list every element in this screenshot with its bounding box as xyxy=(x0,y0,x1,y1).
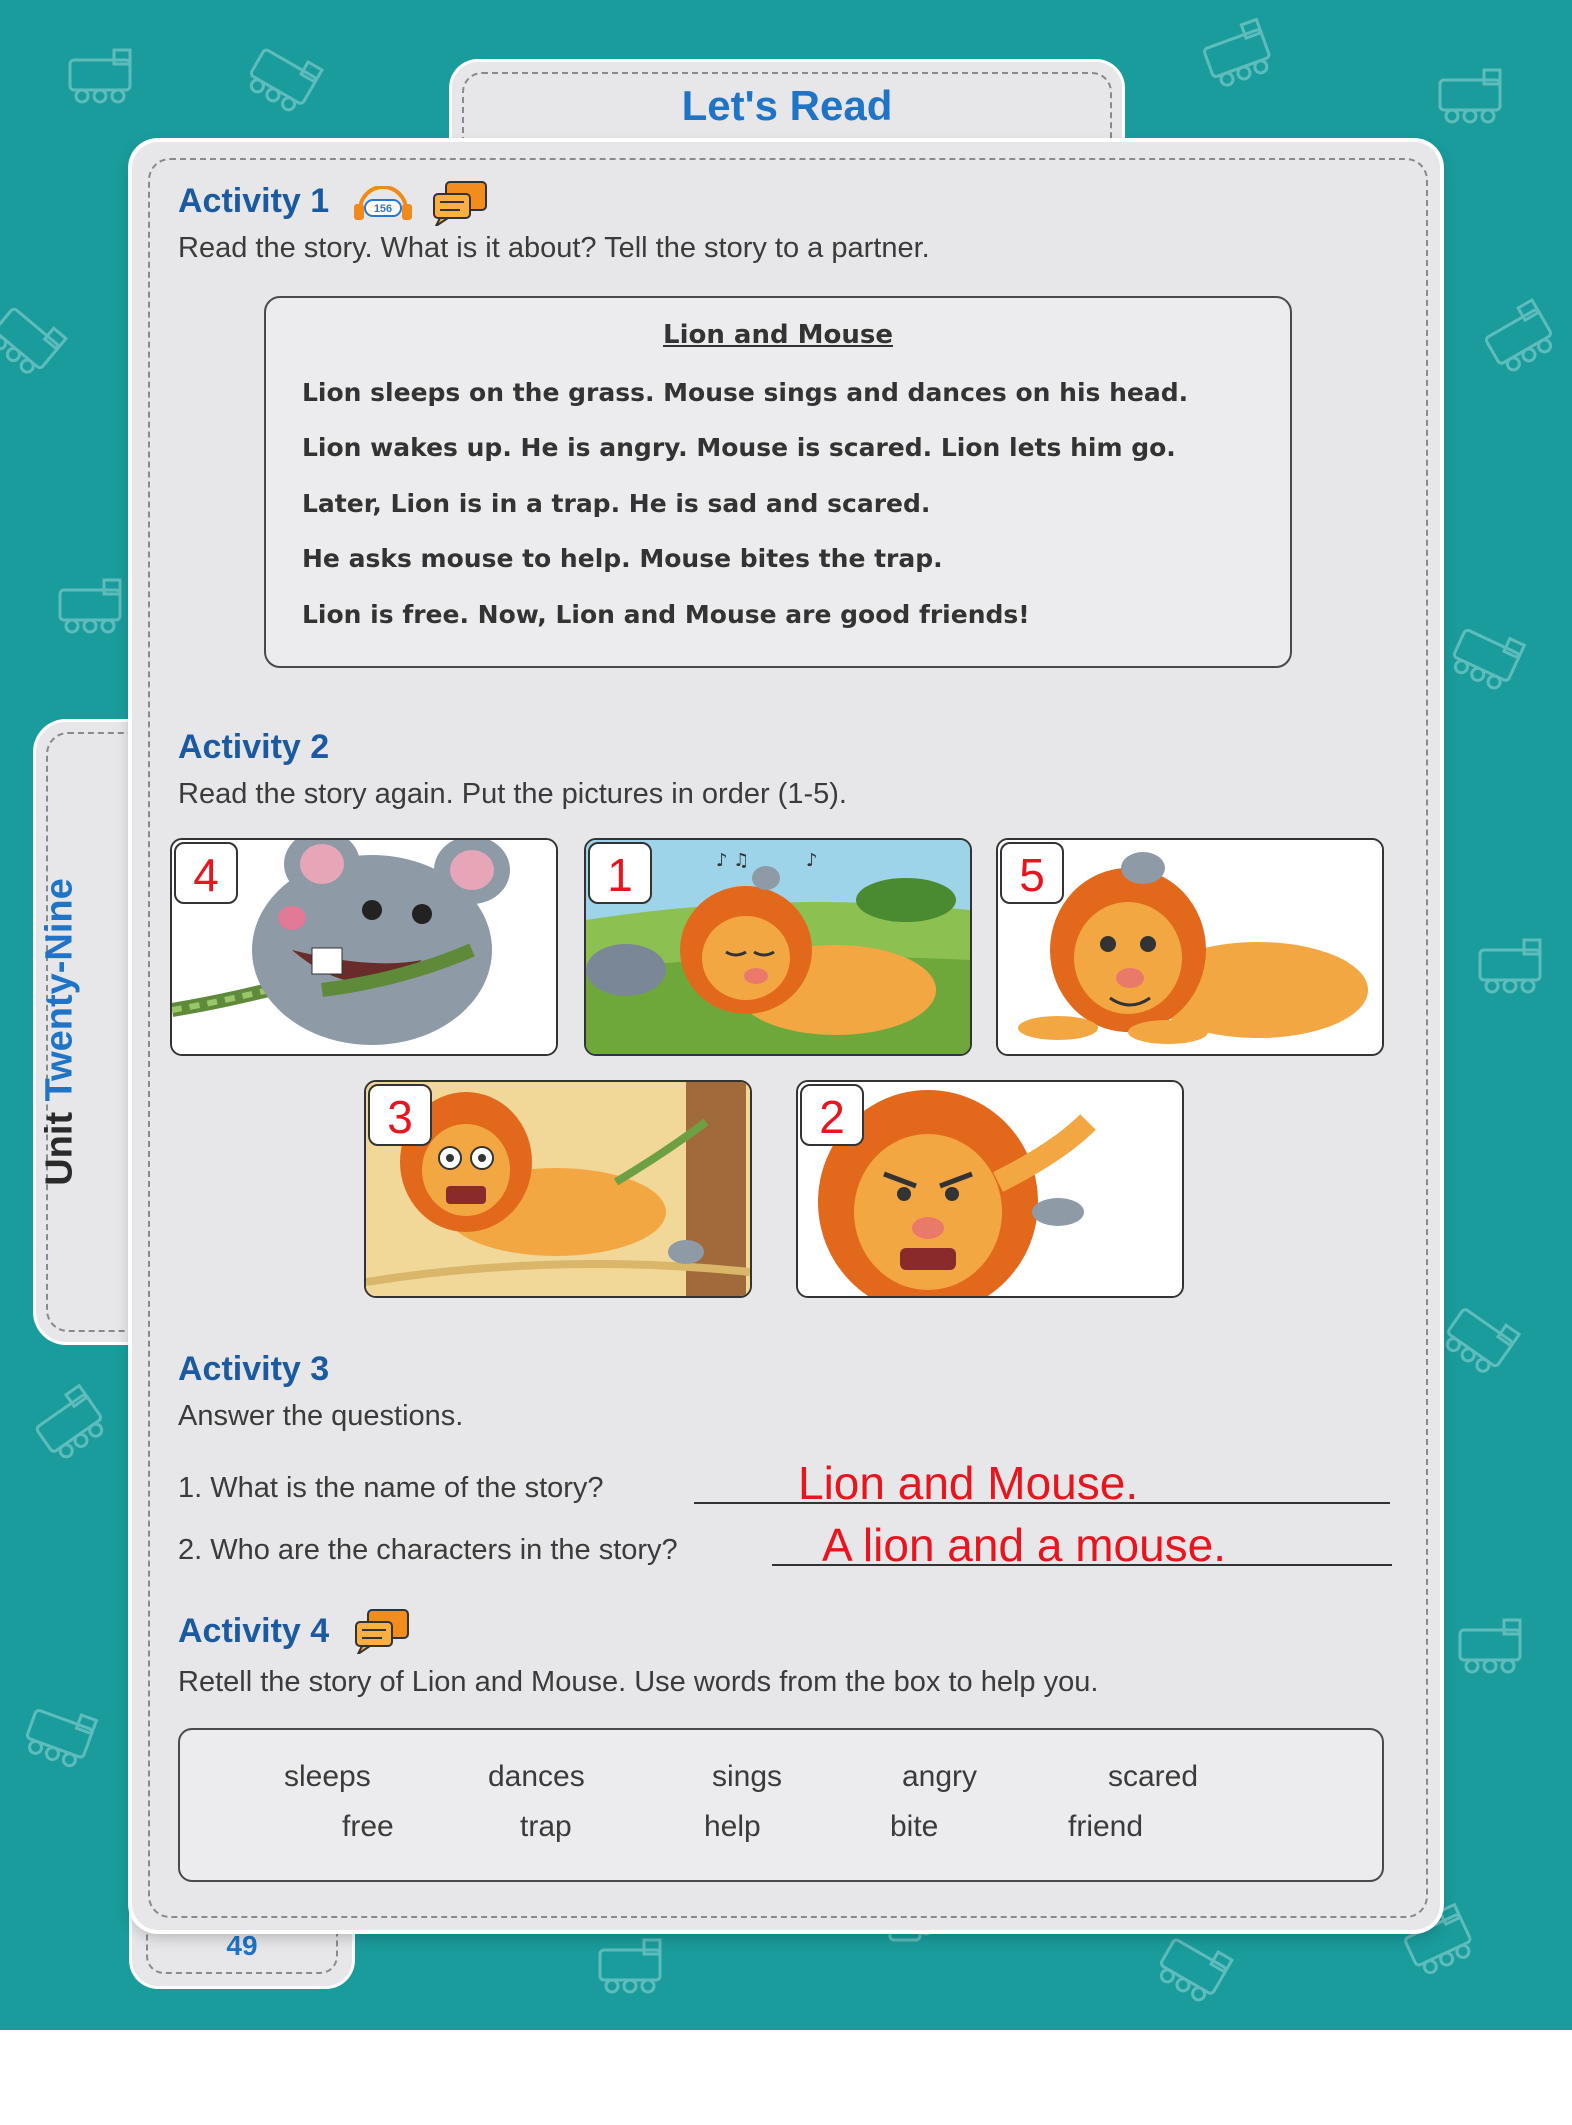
unit-label xyxy=(39,878,82,1186)
activity-2-title: Activity 2 xyxy=(178,728,330,766)
activity-1-title: Activity 1 xyxy=(178,182,330,220)
question-1: 1. What is the name of the story? xyxy=(178,1472,604,1504)
story-title: Lion and Mouse xyxy=(663,320,893,350)
svg-text:♪ ♫: ♪ ♫ xyxy=(716,850,750,871)
audio-track-icon[interactable] xyxy=(352,186,414,222)
story-line: He asks mouse to help. Mouse bites the trap. xyxy=(302,544,943,573)
svg-text:♪: ♪ xyxy=(806,850,818,871)
picture-order-number: 5 xyxy=(1019,849,1045,901)
picture-order-number: 4 xyxy=(193,849,219,901)
number-box xyxy=(800,1084,864,1146)
number-box xyxy=(174,842,238,904)
picture-lion-sleeping xyxy=(584,838,972,1056)
answer-2: A lion and a mouse. xyxy=(822,1519,1227,1571)
story-line: Lion sleeps on the grass. Mouse sings and dances on his head. xyxy=(302,378,1189,407)
word-bank-item: trap xyxy=(520,1810,572,1843)
activity-4-title: Activity 4 xyxy=(178,1612,330,1650)
word-bank-item: bite xyxy=(890,1810,939,1843)
speech-bubbles-icon xyxy=(352,1608,412,1654)
word-bank-item: sings xyxy=(712,1760,783,1793)
question-2: 2. Who are the characters in the story? xyxy=(178,1534,678,1566)
word-bank-item: friend xyxy=(1068,1810,1144,1843)
word-bank-item: help xyxy=(704,1810,761,1843)
activity-3-instruction: Answer the questions. xyxy=(178,1400,464,1432)
story-line: Lion wakes up. He is angry. Mouse is scared. Lion lets him go. xyxy=(302,433,1176,462)
word-bank-item: sleeps xyxy=(284,1760,371,1793)
audio-track-number: 156 xyxy=(373,203,393,215)
answer-1: Lion and Mouse. xyxy=(798,1457,1139,1509)
word-bank-item: scared xyxy=(1108,1760,1199,1793)
unit-name: Twenty-Nine xyxy=(38,878,81,1102)
word-bank-item: dances xyxy=(488,1760,585,1793)
picture-lion-in-trap xyxy=(364,1080,752,1298)
activity-1-instruction: Read the story. What is it about? Tell the story to a partner. xyxy=(178,232,930,264)
picture-order-number: 1 xyxy=(607,849,633,901)
story-line: Lion is free. Now, Lion and Mouse are good friends! xyxy=(302,600,1030,629)
word-bank-item: angry xyxy=(902,1760,978,1793)
page-number: 49 xyxy=(226,1930,258,1961)
picture-order-number: 3 xyxy=(387,1091,413,1143)
picture-lion-mouse-friends xyxy=(996,838,1384,1056)
speech-bubbles-icon xyxy=(430,180,490,226)
word-bank-item: free xyxy=(342,1810,394,1843)
unit-word: Unit xyxy=(38,1111,81,1186)
section-title: Let's Read xyxy=(681,82,893,129)
activity-2-instruction: Read the story again. Put the pictures in order (1-5). xyxy=(178,778,847,810)
story-box xyxy=(264,296,1292,668)
picture-mouse-bites-rope xyxy=(170,838,558,1056)
word-bank-box xyxy=(178,1728,1384,1882)
story-line: Later, Lion is in a trap. He is sad and scared. xyxy=(302,489,931,518)
number-box xyxy=(588,842,652,904)
number-box xyxy=(1000,842,1064,904)
picture-order-number: 2 xyxy=(819,1091,845,1143)
number-box xyxy=(368,1084,432,1146)
picture-angry-lion xyxy=(796,1080,1184,1298)
activity-3-title: Activity 3 xyxy=(178,1350,330,1388)
activity-4-instruction: Retell the story of Lion and Mouse. Use words from the box to help you. xyxy=(178,1666,1099,1698)
